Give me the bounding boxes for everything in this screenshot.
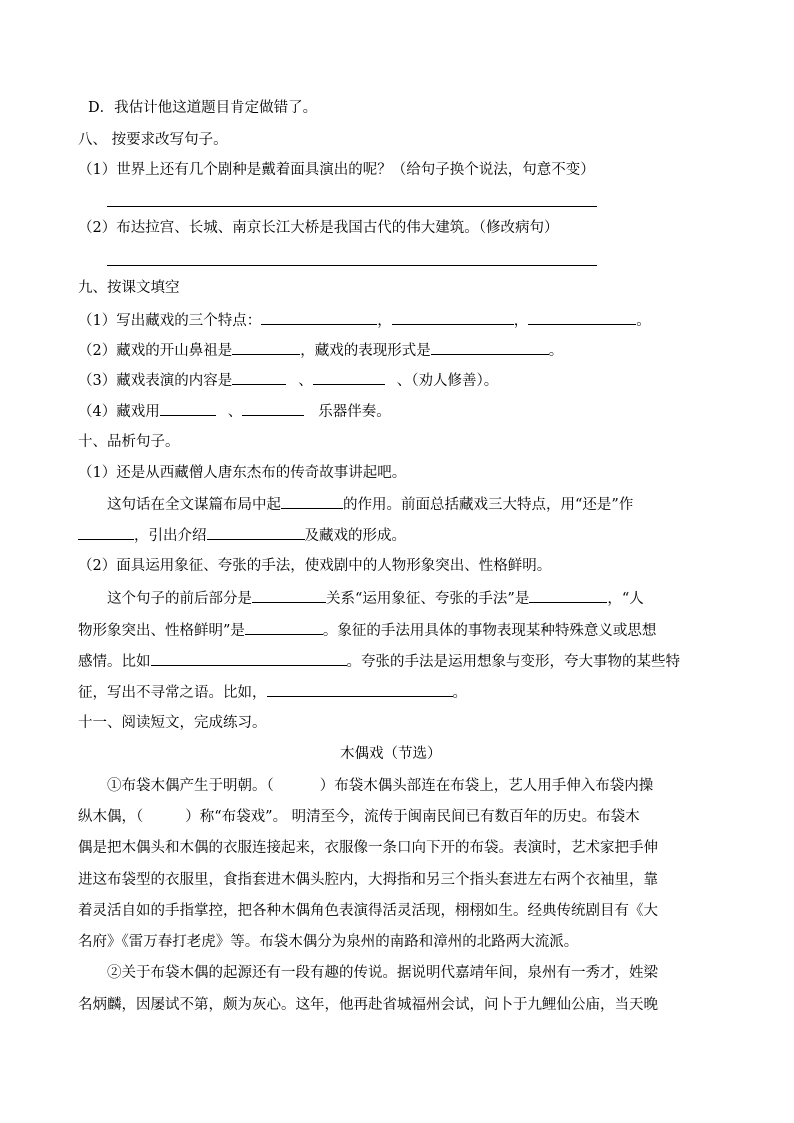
s8-question-1: （1）世界上还有几个剧种是戴着面具演出的呢？（给句子换个说法，句意不变） [78,162,595,178]
text: ）布袋木偶头部连在布袋上，艺人用手伸入布袋内操 [319,778,654,794]
text: ，引出介绍 [134,528,207,544]
s10-p2-line-3 [78,651,680,672]
end: 乐器伴奏。 [318,404,391,420]
blank[interactable] [232,340,300,355]
blank[interactable] [252,588,326,603]
s8-answer-line-1[interactable] [107,206,597,207]
sep: 、 [227,404,243,420]
text: 。 [452,685,467,701]
s10-question-1: （1）还是从西藏僧人唐东杰布的传奇故事讲起吧。 [78,465,407,481]
text: 物形象突出、性格鲜明”是 [78,623,245,639]
section-9-heading: 九、按课文填空 [78,280,180,296]
s9-question-3 [78,370,498,391]
blank[interactable] [232,370,286,385]
text: 这句话在全文谋篇布局中起 [107,497,281,513]
text: 。象征的手法用具体的事物表现某种特殊意义或思想 [322,623,657,639]
text: 关系“运用象征、夸张的手法”是 [326,591,530,607]
sep: ， [377,313,392,329]
s9-question-1 [78,310,651,331]
passage-title: 木偶戏（节选） [340,746,442,762]
text: 这个句子的前后部分是 [107,591,252,607]
passage-p1-line-2 [78,807,640,827]
blank[interactable] [242,401,304,416]
s10-p2-line-1 [107,588,644,609]
s10-p2-line-4 [78,682,467,703]
text: 的作用。前面总括藏戏三大特点，用“还是”作 [343,497,634,513]
text: ，“人 [607,591,644,607]
sep: ， [513,313,529,329]
s10-p1-line-2 [78,525,406,546]
passage-p2-line-2: 名炳麟，因屡试不第，颇为灰心。这年，他再赴省城福州会试，问卜于九鲤仙公庙，当天晚 [78,997,658,1013]
s8-question-2: （2）布达拉宫、长城、南京长江大桥是我国古代的伟大建筑。（修改病句） [78,220,559,236]
text: 感情。比如 [78,654,151,670]
passage-p1-line-1 [107,776,653,796]
text: 及藏戏的形成。 [304,528,406,544]
s10-p1-line-1 [107,494,633,515]
blank[interactable] [245,620,323,635]
s9-q1-text: （1）写出藏戏的三个特点： [78,313,262,329]
s9-q4-text: （4）藏戏用 [78,404,160,420]
s10-question-2: （2）面具运用象征、夸张的手法，使戏剧中的人物形象突出、性格鲜明。 [78,558,552,574]
blank[interactable] [151,651,347,666]
text: ①布袋木偶产生于明朝。（ [107,778,274,794]
blank[interactable] [281,494,343,509]
blank[interactable] [431,340,549,355]
s10-p2-line-2 [78,620,656,641]
end: 、（劝人修善）。 [396,373,499,389]
option-d: D．我估计他这道题目肯定做错了。 [88,100,318,116]
blank[interactable] [392,310,514,325]
text: ）称“布袋戏”。 明清至今，流传于闽南民间已有数百年的历史。布袋木 [185,809,640,825]
s9-q2-text: （2）藏戏的开山鼻祖是 [78,343,233,359]
blank[interactable] [261,310,377,325]
section-11-heading: 十一、阅读短文，完成练习。 [78,715,267,731]
text: 。夸张的手法是运用想象与变形，夸大事物的某些特 [346,654,680,670]
s9-q3-text: （3）藏戏表演的内容是 [78,373,233,389]
blank[interactable] [313,370,385,385]
passage-p1-line-4: 进这布袋型的衣服里，食指套进木偶头腔内，大拇指和另三个指头套进左右两个衣袖里，靠 [78,872,658,888]
s8-answer-line-2[interactable] [107,265,597,266]
end: 。 [636,313,651,329]
section-8-heading: 八、 按要求改写句子。 [78,132,228,148]
text: 纵木偶，（ [78,809,144,825]
passage-p1-line-6: 名府》《雷万春打老虎》等。布袋木偶分为泉州的南路和漳州的北路两大流派。 [78,934,579,950]
blank[interactable] [207,525,305,540]
sep: 、 [298,373,313,389]
blank[interactable] [529,588,607,603]
text: 征，写出不寻常之语。比如， [78,685,267,701]
passage-p1-line-3: 偶是把木偶头和木偶的衣服连接起来，衣服像一条口向下开的布袋。表演时，艺术家把手伸 [78,840,658,856]
passage-p2-line-1: ②关于布袋木偶的起源还有一段有趣的传说。据说明代嘉靖年间，泉州有一秀才，姓梁 [107,965,658,981]
blank[interactable] [267,682,453,697]
blank[interactable] [160,401,216,416]
blank[interactable] [78,525,134,540]
section-10-heading: 十、品析句子。 [78,434,180,450]
end: 。 [548,343,564,359]
s9-question-4 [78,401,391,422]
s9-q2-mid: ，藏戏的表现形式是 [300,343,431,359]
passage-p1-line-5: 着灵活自如的手指掌控，把各种木偶角色表演得活灵活现，栩栩如生。经典传统剧目有《大 [78,903,658,919]
s9-question-2 [78,340,563,361]
blank[interactable] [528,310,636,325]
